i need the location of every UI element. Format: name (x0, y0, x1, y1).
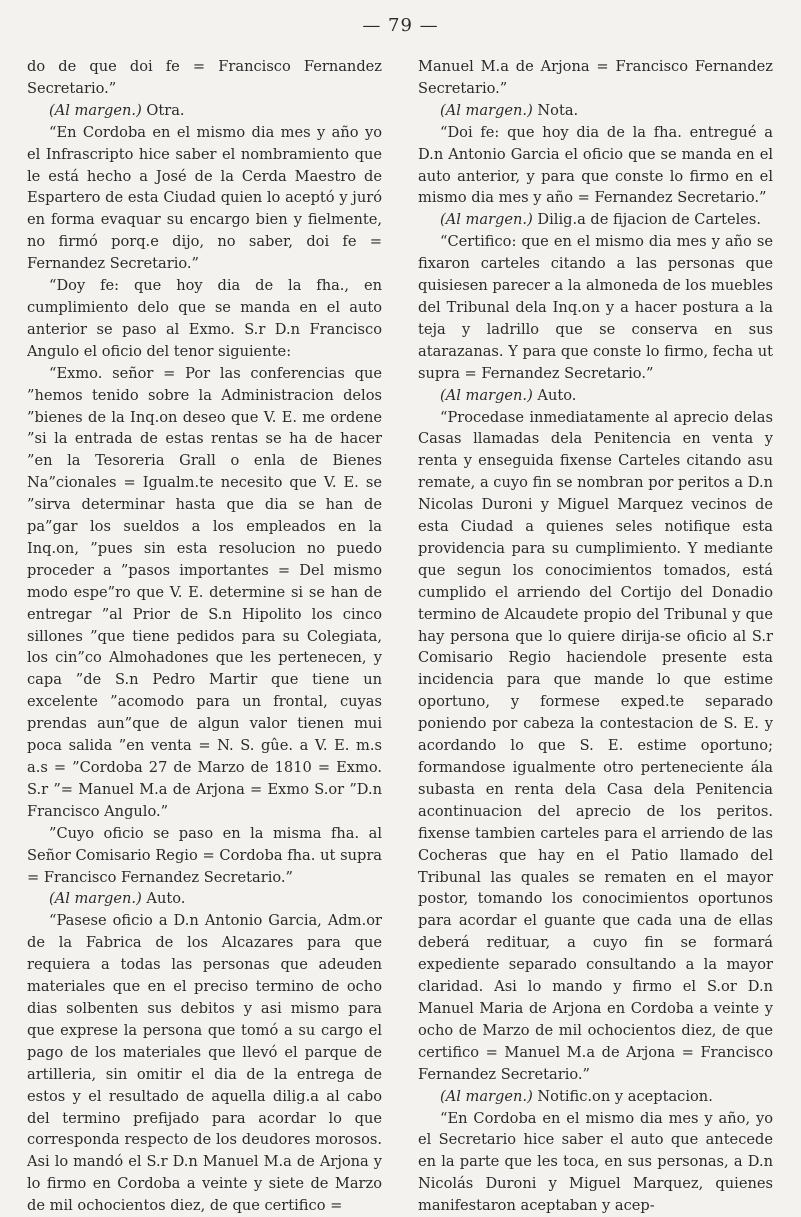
paragraph-text: “Exmo. señor = Por las conferencias que ”hemos tenido sobre la Administracion delos ”bienes de la Inq.on deseo que V. E. me ordene ”si la entrada de estas rentas se ha de hacer ”en la Tesoreria Grall o enla de Bienes Na”cionales = Igualm.te necesito que V. E. se ”sirva determinar hasta que dia se han de pa”gar los sueldos a los empleados en la Inq.on, ”pues sin esta resolucion no puedo proceder a ”pasos importantes = Del mismo modo espe”ro que V. E. determine si se han de entregar ”al Prior de S.n Hipolito los cinco sillones ”que tiene pedidos para su Colegiata, los cin”co Almohadones que les pertenecen, y capa ”de S.n Pedro Martir que tiene un excelente ”acomodo para un frontal, cuyas prendas aun”que de algun valor tienen mui poca salida ”en venta = N. S. gûe. a V. E. m.s a.s = ”Cordoba 27 de Marzo de 1810 = Exmo. S.r ”= Manuel M.a de Arjona = Exmo S.or ”D.n Francisco Angulo.” (27, 365, 382, 820)
paragraph (27, 910, 382, 1217)
paragraph-text: Notific.on y aceptacion. (533, 1088, 713, 1105)
paragraph (27, 888, 382, 910)
paragraph-text: do de que doi fe = Francisco Fernandez Secretario.” (27, 58, 382, 97)
paragraph-text: Auto. (142, 890, 186, 907)
paragraph (27, 100, 382, 122)
paragraph-text: “En Cordoba en el mismo dia mes y año, yo el Secretario hice saber el auto que antecede en la parte que les toca, en sus personas, a D.n Nicolás Duroni y Miguel Marquez, quienes manifestaron aceptaban y acep- (418, 1110, 773, 1215)
paragraph (418, 407, 773, 1086)
margin-note: (Al margen.) (440, 1088, 533, 1105)
paragraph (27, 275, 382, 363)
paragraph (27, 122, 382, 275)
paragraph-text: Dilig.a de fijacion de Carteles. (533, 211, 761, 228)
paragraph-text: Auto. (533, 387, 577, 404)
paragraph (418, 1086, 773, 1108)
paragraph (418, 56, 773, 100)
paragraph (418, 209, 773, 231)
margin-note: (Al margen.) (440, 387, 533, 404)
margin-note: (Al margen.) (440, 211, 533, 228)
paragraph-text: “En Cordoba en el mismo dia mes y año yo el Infrascripto hice saber el nombramiento que le está hecho a José de la Cerda Maestro de Espartero de esta Ciudad quien lo aceptó y juró en forma evaquar su encargo bien y fielmente, no firmó porq.e dijo, no saber, doi fe = Fernandez Secretario.” (27, 124, 382, 272)
paragraph-text: Manuel M.a de Arjona = Francisco Fernandez Secretario.” (418, 58, 773, 97)
paragraph-text: Otra. (142, 102, 185, 119)
margin-note: (Al margen.) (440, 102, 533, 119)
paragraph (27, 823, 382, 889)
paragraph-text: “Doy fe: que hoy dia de la fha., en cumplimiento delo que se manda en el auto anterior se paso al Exmo. S.r D.n Francisco Angulo el oficio del tenor siguiente: (27, 277, 382, 360)
paragraph-text: “Doi fe: que hoy dia de la fha. entregué a D.n Antonio Garcia el oficio que se manda en el auto anterior, y para que conste lo firmo en el mismo dia mes y año = Fernandez Secretario.” (418, 124, 773, 207)
margin-note: (Al margen.) (49, 102, 142, 119)
paragraph (27, 363, 382, 823)
margin-note: (Al margen.) (49, 890, 142, 907)
paragraph-text: “Pasese oficio a D.n Antonio Garcia, Adm.or de la Fabrica de los Alcazares para que requiera a todas las personas que adeuden materiales que en el preciso termino de ocho dias solbenten sus debitos y asi mismo para que exprese la persona que tomó a su cargo el pago de los materiales que llevó el parque de artilleria, sin omitir el dia de la entrega de estos y el resultado de aquella dilig.a al cabo del termino prefijado para acordar lo que corresponda respecto de los deudores morosos. Asi lo mandó el S.r D.n Manuel M.a de Arjona y lo firmo en Cordoba a veinte y siete de Marzo de mil ochocientos diez, de que certifico = (27, 912, 382, 1214)
paragraph-text: Nota. (533, 102, 578, 119)
left-column (27, 56, 382, 1217)
paragraph (418, 122, 773, 210)
paragraph (418, 385, 773, 407)
paragraph-text: “Certifico: que en el mismo dia mes y año se fixaron carteles citando a las personas que quisiesen parecer a la almoneda de los muebles del Tribunal dela Inq.on y a hacer postura a la teja y ladrillo que se conserva en sus atarazanas. Y para que conste lo firmo, fecha ut supra = Fernandez Secretario.” (418, 233, 773, 381)
paragraph (418, 100, 773, 122)
paragraph (27, 56, 382, 100)
paragraph (418, 1108, 773, 1217)
right-column (418, 56, 773, 1217)
page-number: — 79 — (0, 15, 801, 36)
paragraph (418, 231, 773, 384)
paragraph-text: “Procedase inmediatamente al aprecio delas Casas llamadas dela Penitencia en venta y renta y enseguida fixense Carteles citando asu remate, a cuyo fin se nombran por peritos a D.n Nicolas Duroni y Miguel Marquez vecinos de esta Ciudad a quienes seles notifique esta providencia para su cumplimiento. Y mediante que segun los conocimientos tomados, está cumplido el arriendo del Cortijo del Donadio termino de Alcaudete propio del Tribunal y que hay persona que lo quiere dirija-se oficio al S.r Comisario Regio haciendole presente esta incidencia para que mande lo que estime oportuno, y formese exped.te separado poniendo por cabeza la contestacion de S. E. y acordando lo que S. E. estime oportuno; formandose igualmente otro perteneciente ála subasta en renta dela Casa dela Penitencia acontinuacion del aprecio de los peritos. fixense tambien carteles para el arriendo de las Cocheras que hay en el Patio llamado del Tribunal las quales se rematen en el mayor postor, tomando los conocimientos oportunos para acordar el guante que cada una de ellas deberá redituar, a cuyo fin se formará expediente separado consultando a la mayor claridad. Asi lo mando y firmo el S.or D.n Manuel Maria de Arjona en Cordoba a veinte y ocho de Marzo de mil ochocientos diez, de que certifico = Manuel M.a de Arjona = Francisco Fernandez Secretario.” (418, 409, 773, 1083)
paragraph-text: ”Cuyo oficio se paso en la misma fha. al Señor Comisario Regio = Cordoba fha. ut supra = Francisco Fernandez Secretario.” (27, 825, 382, 886)
